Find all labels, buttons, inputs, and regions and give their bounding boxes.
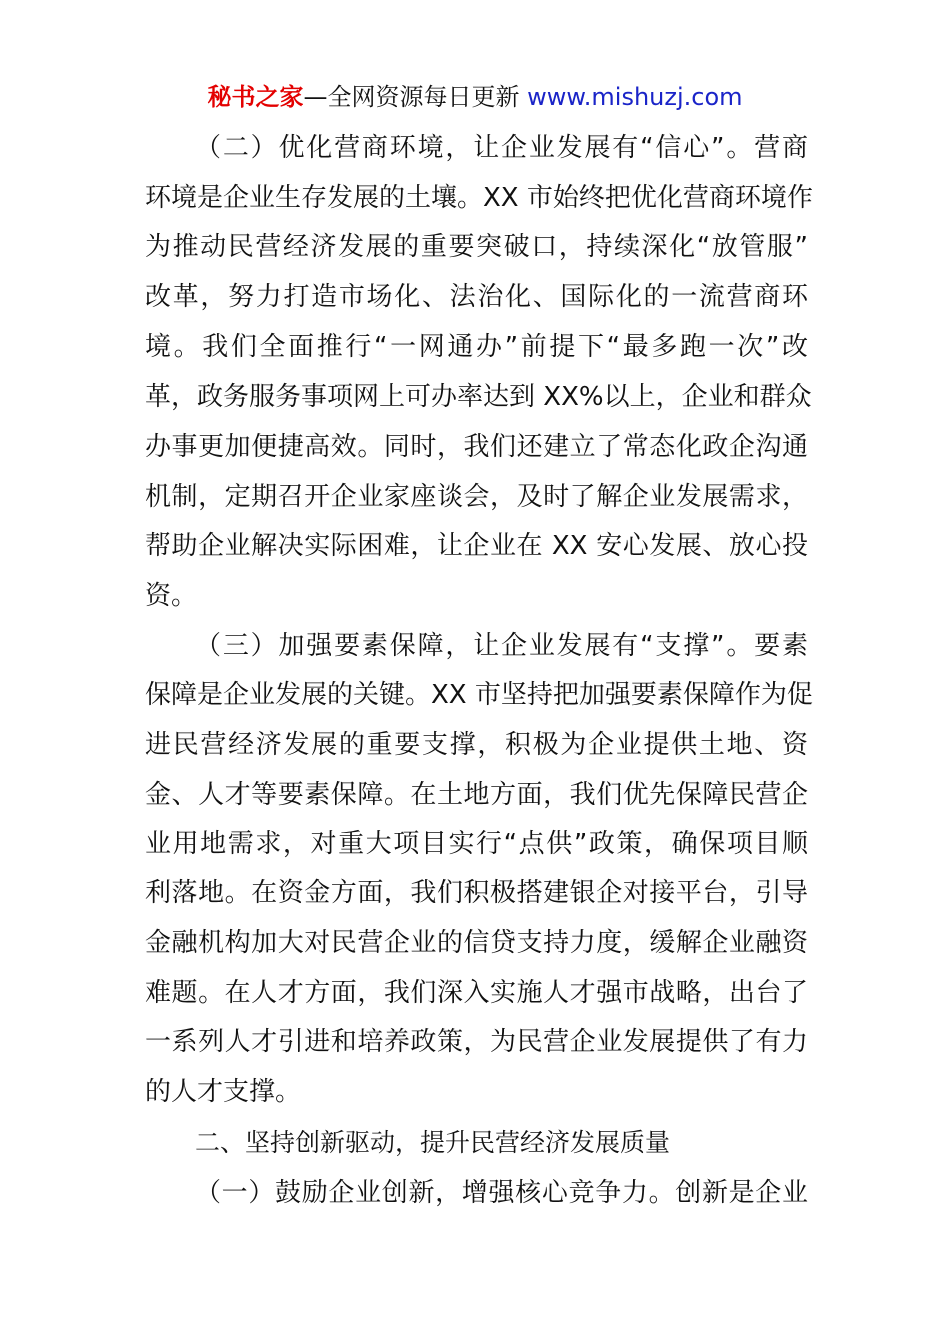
paragraph-line: 进民营经济发展的重要支撑，积极为企业提供土地、资 [145, 730, 808, 760]
paragraph-line: 革，政务服务事项网上可办率达到 XX%以上，企业和群众 [145, 382, 812, 412]
site-header [0, 82, 950, 112]
paragraph-line: （二）优化营商环境，让企业发展有“信心”。营商 [195, 133, 808, 163]
paragraph-line: 帮助企业解决实际困难，让企业在 XX 安心发展、放心投 [145, 531, 808, 561]
section-heading: 二、坚持创新驱动，提升民营经济发展质量 [195, 1128, 671, 1157]
paragraph-line: 环境是企业生存发展的土壤。XX 市始终把优化营商环境作 [145, 183, 813, 213]
paragraph-line: 境。我们全面推行“一网通办”前提下“最多跑一次”改 [145, 332, 808, 362]
site-url[interactable]: www.mishuzj.com [527, 83, 743, 111]
brand-name: 秘书之家 [207, 83, 304, 111]
paragraph-line: 为推动民营经济发展的重要突破口，持续深化“放管服” [145, 232, 808, 262]
paragraph-line: 金融机构加大对民营企业的信贷支持力度，缓解企业融资 [145, 928, 808, 958]
paragraph-line: 办事更加便捷高效。同时，我们还建立了常态化政企沟通 [145, 432, 808, 462]
paragraph-line: 利落地。在资金方面，我们积极搭建银企对接平台，引导 [145, 878, 808, 908]
paragraph-line: 机制，定期召开企业家座谈会，及时了解企业发展需求， [145, 482, 808, 512]
paragraph-line: 的人才支撑。 [145, 1077, 302, 1107]
paragraph-line: （一）鼓励企业创新，增强核心竞争力。创新是企业 [195, 1178, 808, 1208]
paragraph-line: 难题。在人才方面，我们深入实施人才强市战略，出台了 [145, 978, 808, 1008]
paragraph-line: 一系列人才引进和培养政策，为民营企业发展提供了有力 [145, 1027, 808, 1057]
paragraph-line: 改革，努力打造市场化、法治化、国际化的一流营商环 [145, 282, 808, 312]
paragraph-line: 资。 [145, 581, 198, 611]
header-tagline: —全网资源每日更新 [303, 83, 528, 111]
paragraph-line: 金、人才等要素保障。在土地方面，我们优先保障民营企 [145, 780, 808, 810]
paragraph-line: 保障是企业发展的关键。XX 市坚持把加强要素保障作为促 [145, 680, 813, 710]
paragraph-line: 业用地需求，对重大项目实行“点供”政策，确保项目顺 [145, 829, 808, 859]
paragraph-line: （三）加强要素保障，让企业发展有“支撑”。要素 [195, 631, 808, 661]
